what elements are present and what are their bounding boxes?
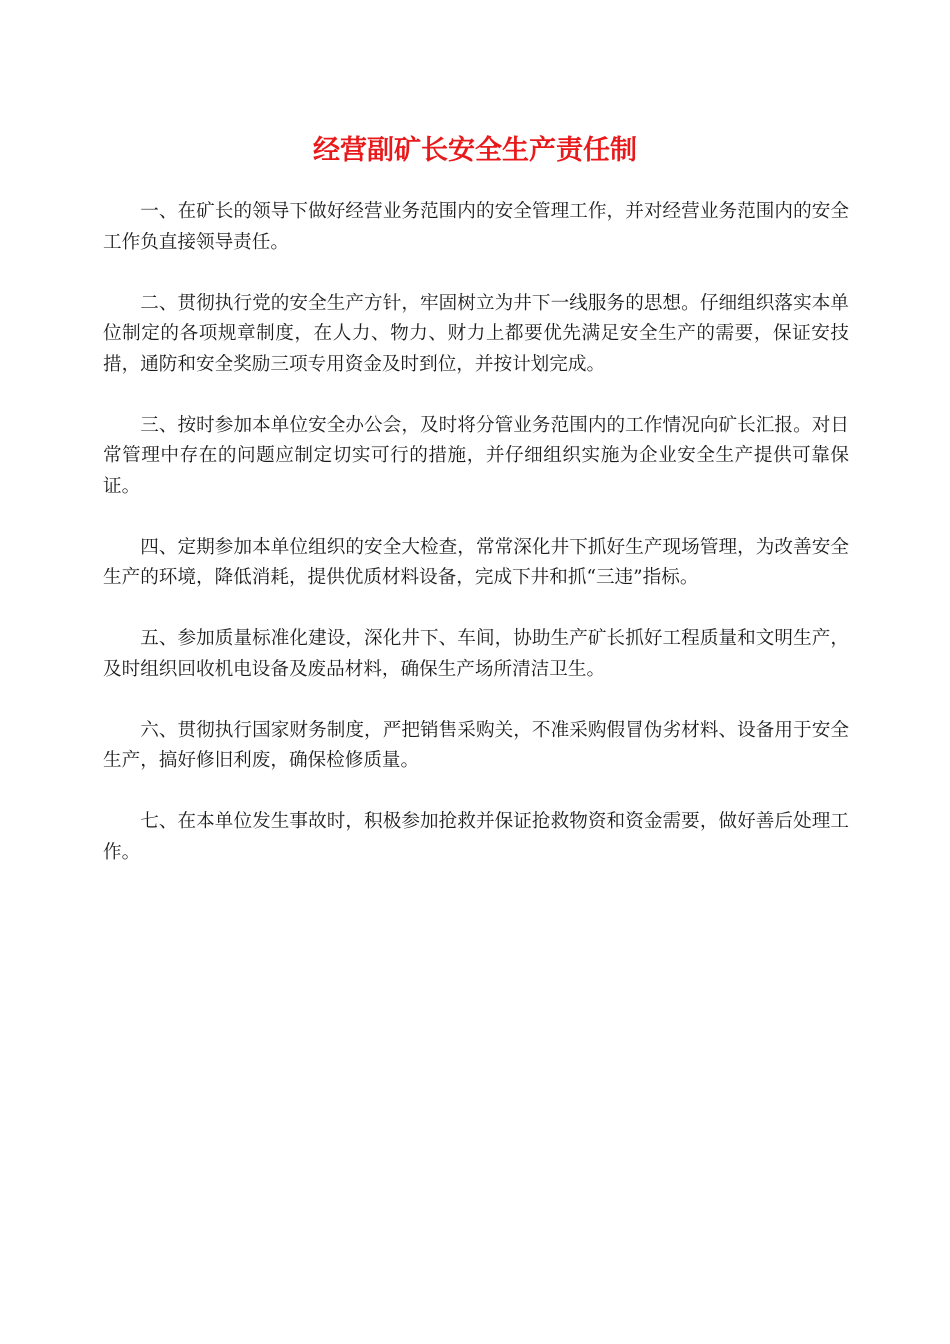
document-title: 经营副矿长安全生产责任制 — [313, 135, 637, 166]
paragraph-1: 一、在矿长的领导下做好经营业务范围内的安全管理工作，并对经营业务范围内的安全工作负直接领导责任。 — [103, 201, 849, 253]
paragraph-5: 五、参加质量标准化建设，深化井下、车间，协助生产矿长抓好工程质量和文明生产，及时组织回收机电设备及废品材料，确保生产场所清洁卫生。 — [103, 628, 849, 680]
paragraph-6: 六、贯彻执行国家财务制度，严把销售采购关，不准采购假冒伪劣材料、设备用于安全生产，搞好修旧利废，确保检修质量。 — [103, 719, 849, 771]
paragraph-2: 二、贯彻执行党的安全生产方针，牢固树立为井下一线服务的思想。仔细组织落实本单位制定的各项规章制度，在人力、物力、财力上都要优先满足安全生产的需要，保证安技措，通防和安全奖励三项专用资金及时到位，并按计划完成。 — [103, 292, 849, 375]
paragraph-7: 七、在本单位发生事故时，积极参加抢救并保证抢救物资和资金需要，做好善后处理工作。 — [103, 811, 849, 863]
document-body — [103, 197, 849, 899]
paragraph-3: 三、按时参加本单位安全办公会，及时将分管业务范围内的工作情况向矿长汇报。对日常管理中存在的问题应制定切实可行的措施，并仔细组织实施为企业安全生产提供可靠保证。 — [103, 414, 849, 497]
paragraph-4: 四、定期参加本单位组织的安全大检查，常常深化井下抓好生产现场管理，为改善安全生产的环境，降低消耗，提供优质材料设备，完成下井和抓“三违”指标。 — [103, 536, 849, 588]
